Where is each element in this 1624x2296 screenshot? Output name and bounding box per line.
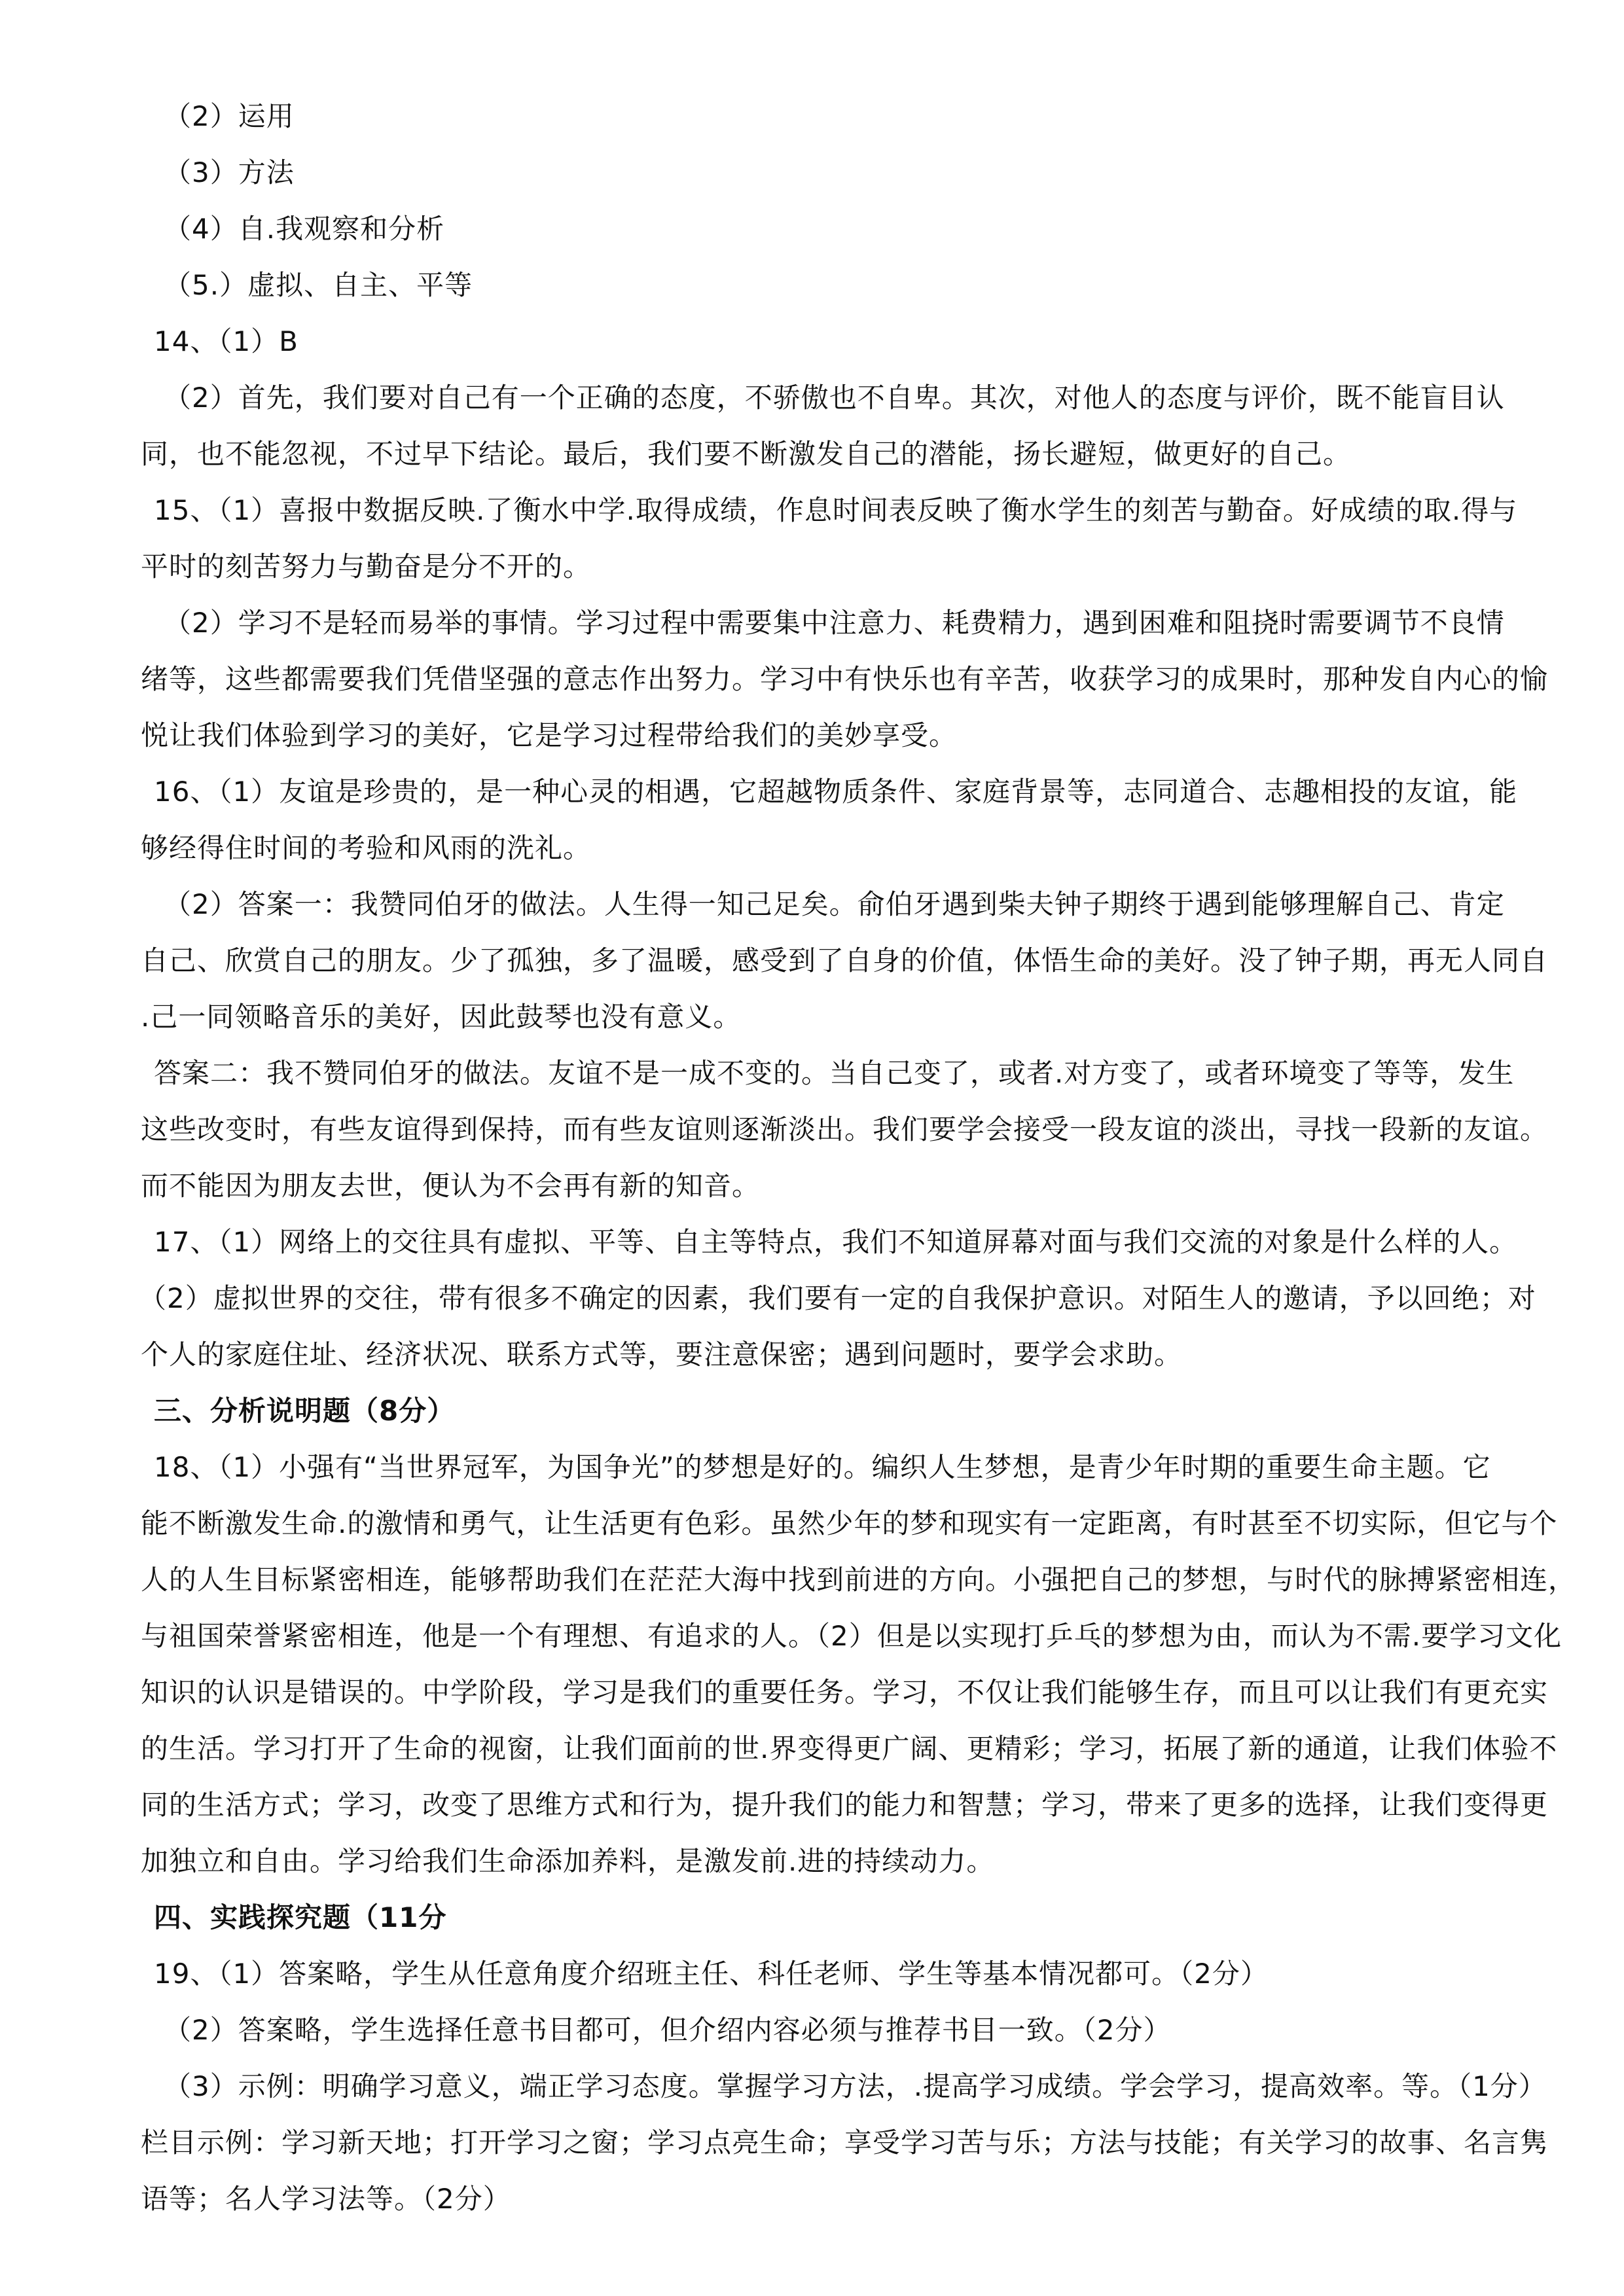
answer-line: 自己、欣赏自己的朋友。少了孤独，多了温暖，感受到了自身的价值，体悟生命的美好。没了钟子期，再无人同自	[141, 944, 1549, 977]
answer-line: 15、（1）喜报中数据反映.了衡水中学.取得成绩，作息时间表反映了衡水学生的刻苦与勤奋。好成绩的取.得与	[154, 494, 1518, 526]
answer-line: （2）首先，我们要对自己有一个正确的态度，不骄傲也不自卑。其次，对他人的态度与评价，既不能盲目认	[164, 382, 1505, 414]
answer-line: 17、（1）网络上的交往具有虚拟、平等、自主等特点，我们不知道屏幕对面与我们交流的对象是什么样的人。	[154, 1226, 1518, 1258]
answer-line: 绪等，这些都需要我们凭借坚强的意志作出努力。学习中有快乐也有辛苦，收获学习的成果时，那种发自内心的愉	[141, 663, 1549, 695]
answer-line: 而不能因为朋友去世，便认为不会再有新的知音。	[141, 1170, 761, 1202]
answer-line: 14、（1）B	[154, 325, 298, 357]
answer-line: 16、（1）友谊是珍贵的，是一种心灵的相遇，它超越物质条件、家庭背景等，志同道合、志趣相投的友谊，能	[154, 776, 1518, 808]
answer-line: 18、（1）小强有“当世界冠军，为国争光”的梦想是好的。编织人生梦想，是青少年时期的重要生命主题。它	[154, 1451, 1491, 1483]
answer-line: （2）答案略，学生选择任意书目都可，但介绍内容必须与推荐书目一致。（2分）	[164, 2014, 1172, 2046]
answer-line: 语等；名人学习法等。（2分）	[141, 2183, 511, 2215]
answer-line: 栏目示例：学习新天地；打开学习之窗；学习点亮生命；享受学习苦与乐；方法与技能；有关学习的故事、名言隽	[141, 2126, 1549, 2159]
answer-line: （3）方法	[164, 156, 295, 188]
answer-line: 知识的认识是错误的。中学阶段，学习是我们的重要任务。学习，不仅让我们能够生存，而且可以让我们有更充实	[141, 1676, 1549, 1708]
answer-line: 加独立和自由。学习给我们生命添加养料，是激发前.进的持续动力。	[141, 1845, 995, 1877]
answer-line: 答案二：我不赞同伯牙的做法。友谊不是一成不变的。当自己变了，或者.对方变了，或者环境变了等等，发生	[154, 1057, 1515, 1089]
answer-line: （2）答案一：我赞同伯牙的做法。人生得一知己足矣。俞伯牙遇到柴夫钟子期终于遇到能够理解自己、肯定	[164, 888, 1505, 920]
answer-line: （2）运用	[164, 100, 295, 132]
answer-line: 人的人生目标紧密相连，能够帮助我们在茫茫大海中找到前进的方向。小强把自己的梦想，与时代的脉搏紧密相连，	[141, 1564, 1577, 1596]
answer-line: 平时的刻苦努力与勤奋是分不开的。	[141, 550, 592, 583]
answer-line: 同，也不能忽视，不过早下结论。最后，我们要不断激发自己的潜能，扬长避短，做更好的自己。	[141, 438, 1352, 470]
answer-line: 个人的家庭住址、经济状况、联系方式等，要注意保密；遇到问题时，要学会求助。	[141, 1338, 1183, 1371]
answer-line: （4）自.我观察和分析	[164, 213, 445, 245]
answer-line: （2）虚拟世界的交往，带有很多不确定的因素，我们要有一定的自我保护意识。对陌生人的邀请，予以回绝；对	[139, 1282, 1536, 1314]
answer-line: 这些改变时，有些友谊得到保持，而有些友谊则逐渐淡出。我们要学会接受一段友谊的淡出，寻找一段新的友谊。	[141, 1113, 1549, 1145]
answer-line: 同的生活方式；学习，改变了思维方式和行为，提升我们的能力和智慧；学习，带来了更多的选择，让我们变得更	[141, 1789, 1549, 1821]
answer-line: .己一同领略音乐的美好，因此鼓琴也没有意义。	[141, 1001, 742, 1033]
section-heading: 三、分析说明题（8分）	[154, 1395, 456, 1427]
answer-line: （3）示例：明确学习意义，端正学习态度。掌握学习方法，.提高学习成绩。学会学习，提高效率。等。（1分）	[164, 2070, 1547, 2102]
answer-line: 悦让我们体验到学习的美好，它是学习过程带给我们的美妙享受。	[141, 719, 958, 751]
answer-line: 19、（1）答案略，学生从任意角度介绍班主任、科任老师、学生等基本情况都可。（2分）	[154, 1958, 1269, 1990]
section-heading: 四、实践探究题（11分	[154, 1901, 447, 1933]
answer-line: 的生活。学习打开了生命的视窗，让我们面前的世.界变得更广阔、更精彩；学习，拓展了新的通道，让我们体验不	[141, 1732, 1558, 1765]
answer-line: （5.）虚拟、自主、平等	[164, 269, 473, 301]
answer-line: 与祖国荣誉紧密相连，他是一个有理想、有追求的人。（2）但是以实现打乒乓的梦想为由，而认为不需.要学习文化	[141, 1620, 1562, 1652]
answer-line: （2）学习不是轻而易举的事情。学习过程中需要集中注意力、耗费精力，遇到困难和阻挠时需要调节不良情	[164, 607, 1505, 639]
answer-line: 够经得住时间的考验和风雨的洗礼。	[141, 832, 592, 864]
answer-line: 能不断激发生命.的激情和勇气，让生活更有色彩。虽然少年的梦和现实有一定距离，有时甚至不切实际，但它与个	[141, 1507, 1558, 1539]
